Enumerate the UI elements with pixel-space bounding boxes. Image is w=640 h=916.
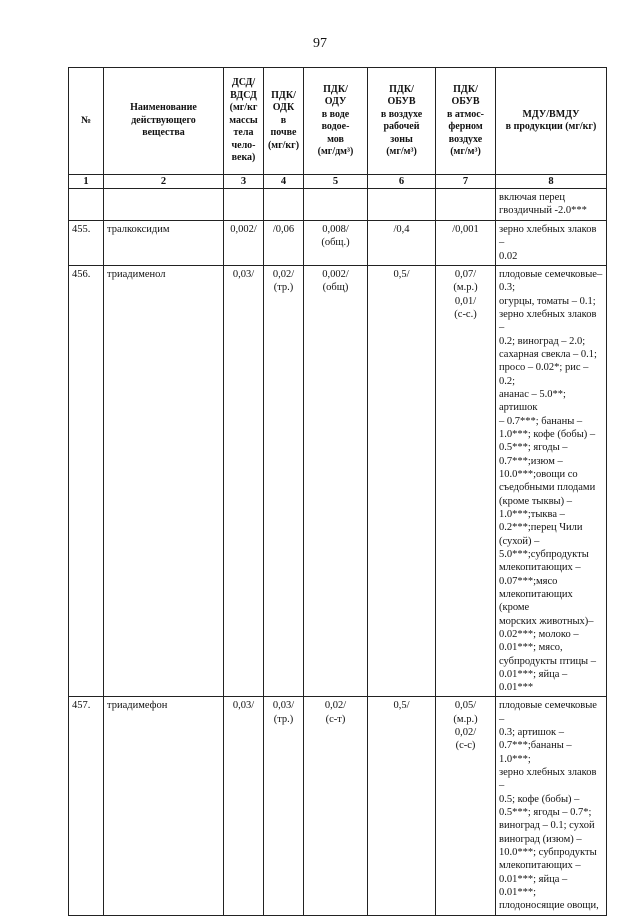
mdu-value: плодовые семечковые – 0.3; артишок – 0.7***;бананы – 1.0***; зерно хлебных злаков – 0.5; кофе (бобы) – 0.5***; ягоды – 0.7*; виноград – 0.1; сухой виноград (изюм) – 10.0***; субпродукты млекопитающих – 0.01***; яйца – 0.01***; плодоносящие овощи, [496,697,607,915]
water-value: 0,02/ (с-т) [304,697,368,915]
column-number: 2 [104,175,224,189]
dsd-value: 0,03/ [224,697,264,915]
substance-table [68,67,607,916]
header-work-air: ПДК/ ОБУВ в воздухе рабочей зоны (мг/м³) [368,68,436,175]
table-row [69,221,607,266]
table-row [69,697,607,915]
column-number: 8 [496,175,607,189]
header-mdu: МДУ/ВМДУ в продукции (мг/кг) [496,68,607,175]
dsd-value: 0,002/ [224,221,264,266]
soil-value: 0,02/ (тр.) [264,265,304,697]
column-number: 3 [224,175,264,189]
atm-air-value: /0,001 [436,221,496,266]
row-number: 456. [69,265,104,697]
header-water: ПДК/ ОДУ в воде водое- мов (мг/дм³) [304,68,368,175]
column-number: 4 [264,175,304,189]
substance-name: триадименол [104,265,224,697]
header-soil: ПДК/ ОДК в почве (мг/кг) [264,68,304,175]
column-number-row [69,175,607,189]
dsd-value: 0,03/ [224,265,264,697]
work-air-value: 0,5/ [368,265,436,697]
row-number: 455. [69,221,104,266]
substance-name: тралкоксидим [104,221,224,266]
column-number: 6 [368,175,436,189]
row-number: 457. [69,697,104,915]
continuation-mdu: включая перец гвоздичный -2.0*** [496,189,607,221]
header-atm-air: ПДК/ ОБУВ в атмос- ферном воздухе (мг/м³) [436,68,496,175]
header-row [69,68,607,175]
page-number: 97 [313,36,327,51]
table-row [69,265,607,697]
column-number: 1 [69,175,104,189]
work-air-value: 0,5/ [368,697,436,915]
soil-value: 0,03/ (тр.) [264,697,304,915]
mdu-value: плодовые семечковые– 0.3; огурцы, томаты – 0.1; зерно хлебных злаков – 0.2; виноград – 2.0; сахарная свекла – 0.1; просо – 0.02*; рис – 0.2; ананас – 5.0**; артишок – 0.7***; бананы – 1.0***; кофе (бобы) – 0.5***; ягоды – 0.7***;изюм – 10.0***;овощи со съедобными плодами (кроме тыквы) – 1.0***;тыква – 0.2***;перец Чили (сухой) – 5.0***;субпродукты млекопитающих – 0.07***;мясо млекопитающих (кроме морских животных)– 0.02***; молоко – 0.01***; мясо, субпродукты птицы – 0.01***; яйца – 0.01*** [496,265,607,697]
atm-air-value: 0,05/ (м.р.) 0,02/ (с-с) [436,697,496,915]
continuation-row [69,189,607,221]
work-air-value: /0,4 [368,221,436,266]
substance-name: триадимефон [104,697,224,915]
column-number: 7 [436,175,496,189]
atm-air-value: 0,07/ (м.р.) 0,01/ (с-с.) [436,265,496,697]
soil-value: /0,06 [264,221,304,266]
header-name: Наименование действующего вещества [104,68,224,175]
mdu-value: зерно хлебных злаков – 0.02 [496,221,607,266]
header-no: № [69,68,104,175]
water-value: 0,002/ (общ) [304,265,368,697]
water-value: 0,008/ (общ.) [304,221,368,266]
header-dsd: ДСД/ ВДСД (мг/кг массы тела чело- века) [224,68,264,175]
column-number: 5 [304,175,368,189]
